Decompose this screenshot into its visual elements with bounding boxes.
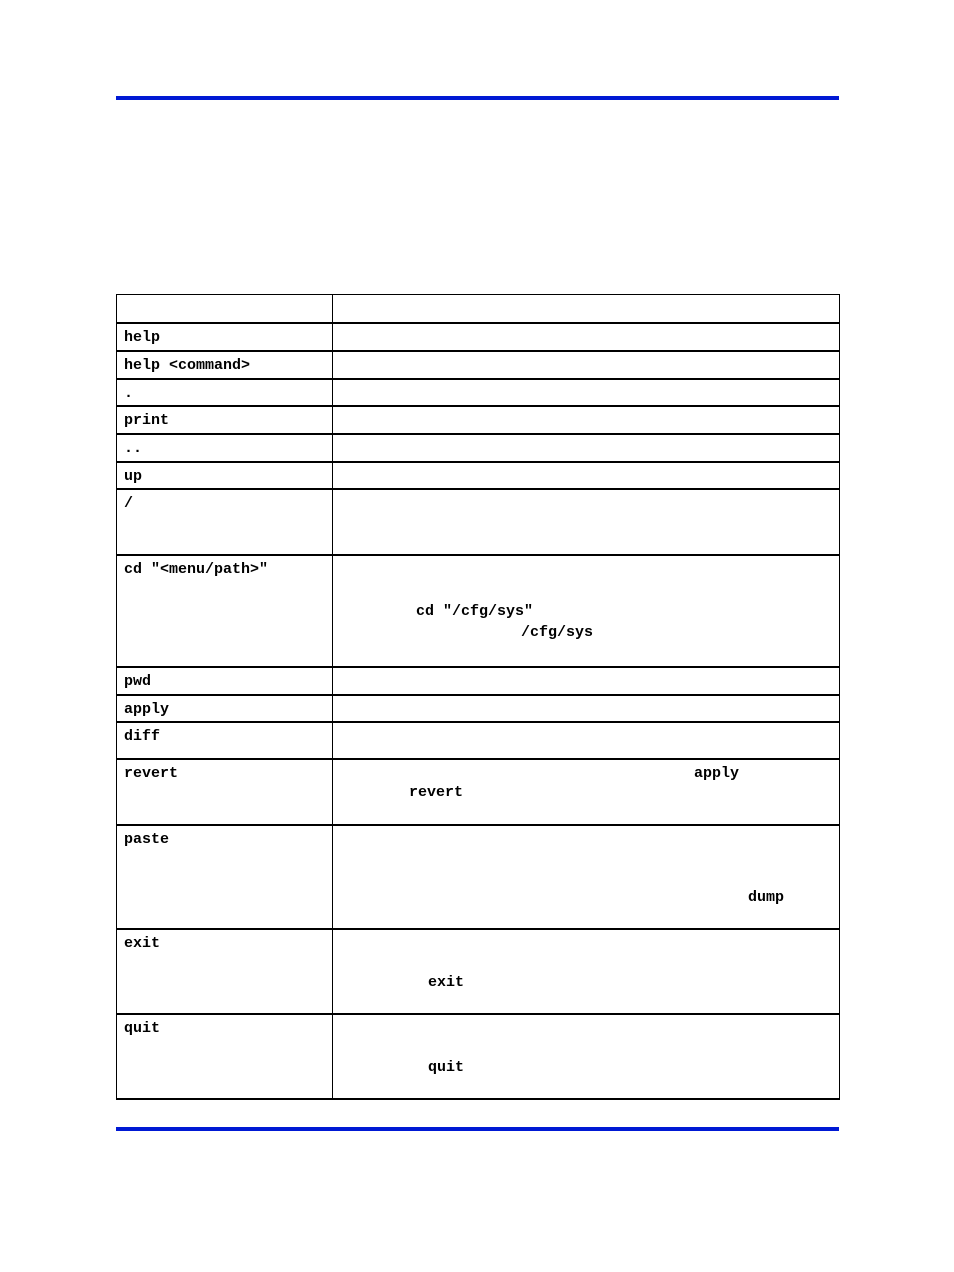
description-cell bbox=[333, 379, 840, 406]
command-revert: revert bbox=[124, 764, 179, 782]
table-row bbox=[117, 555, 840, 667]
description-cell bbox=[333, 351, 840, 379]
table-row bbox=[117, 695, 840, 722]
description-cell bbox=[333, 555, 840, 667]
description-cell bbox=[333, 434, 840, 462]
description-cell bbox=[333, 929, 840, 1014]
header-description-cell bbox=[333, 295, 840, 323]
command-cd: cd "<menu/path>" bbox=[124, 560, 269, 578]
example-cd-command: cd "/cfg/sys" bbox=[416, 602, 534, 620]
command-help: help bbox=[124, 328, 161, 346]
description-cell bbox=[333, 825, 840, 929]
command-quit: quit bbox=[124, 1019, 161, 1037]
description-cell bbox=[333, 759, 840, 825]
command-exit: exit bbox=[124, 934, 161, 952]
command-cell bbox=[117, 695, 333, 722]
inline-dump: dump bbox=[748, 888, 785, 906]
command-apply: apply bbox=[124, 700, 170, 718]
table-row bbox=[117, 323, 840, 351]
command-cell bbox=[117, 929, 333, 1014]
inline-apply: apply bbox=[694, 764, 740, 782]
command-cell bbox=[117, 462, 333, 489]
description-cell bbox=[333, 323, 840, 351]
table-row bbox=[117, 434, 840, 462]
command-cell bbox=[117, 759, 333, 825]
description-cell bbox=[333, 406, 840, 434]
command-table bbox=[116, 294, 840, 1100]
command-print: print bbox=[124, 411, 170, 429]
description-cell bbox=[333, 667, 840, 695]
command-paste: paste bbox=[124, 830, 170, 848]
description-cell bbox=[333, 695, 840, 722]
command-cell bbox=[117, 667, 333, 695]
description-cell bbox=[333, 462, 840, 489]
table-row bbox=[117, 929, 840, 1014]
table-row bbox=[117, 667, 840, 695]
command-cell bbox=[117, 379, 333, 406]
table-row bbox=[117, 1014, 840, 1099]
command-up: up bbox=[124, 467, 143, 485]
command-cell bbox=[117, 323, 333, 351]
command-cell bbox=[117, 406, 333, 434]
inline-revert: revert bbox=[409, 783, 464, 801]
inline-quit: quit bbox=[428, 1058, 465, 1076]
command-cell bbox=[117, 825, 333, 929]
command-cell bbox=[117, 722, 333, 759]
table-row bbox=[117, 379, 840, 406]
table-header-row bbox=[117, 295, 840, 323]
command-cell bbox=[117, 1014, 333, 1099]
command-help-command: help <command> bbox=[124, 356, 251, 374]
table-row bbox=[117, 406, 840, 434]
command-cell bbox=[117, 555, 333, 667]
table-row bbox=[117, 722, 840, 759]
table-row bbox=[117, 759, 840, 825]
table-row bbox=[117, 351, 840, 379]
description-cell bbox=[333, 1014, 840, 1099]
command-pwd: pwd bbox=[124, 672, 152, 690]
command-cell bbox=[117, 351, 333, 379]
command-slash: / bbox=[124, 494, 134, 512]
inline-exit: exit bbox=[428, 973, 465, 991]
command-diff: diff bbox=[124, 727, 161, 745]
description-cell bbox=[333, 722, 840, 759]
table-row bbox=[117, 489, 840, 555]
example-path: /cfg/sys bbox=[521, 623, 594, 641]
footer-rule bbox=[116, 1127, 839, 1131]
header-command-cell bbox=[117, 295, 333, 323]
table-row bbox=[117, 825, 840, 929]
table-row bbox=[117, 462, 840, 489]
description-cell bbox=[333, 489, 840, 555]
command-cell bbox=[117, 434, 333, 462]
command-double-dot: .. bbox=[124, 439, 143, 457]
command-cell bbox=[117, 489, 333, 555]
header-rule bbox=[116, 96, 839, 100]
command-dot: . bbox=[124, 384, 134, 402]
